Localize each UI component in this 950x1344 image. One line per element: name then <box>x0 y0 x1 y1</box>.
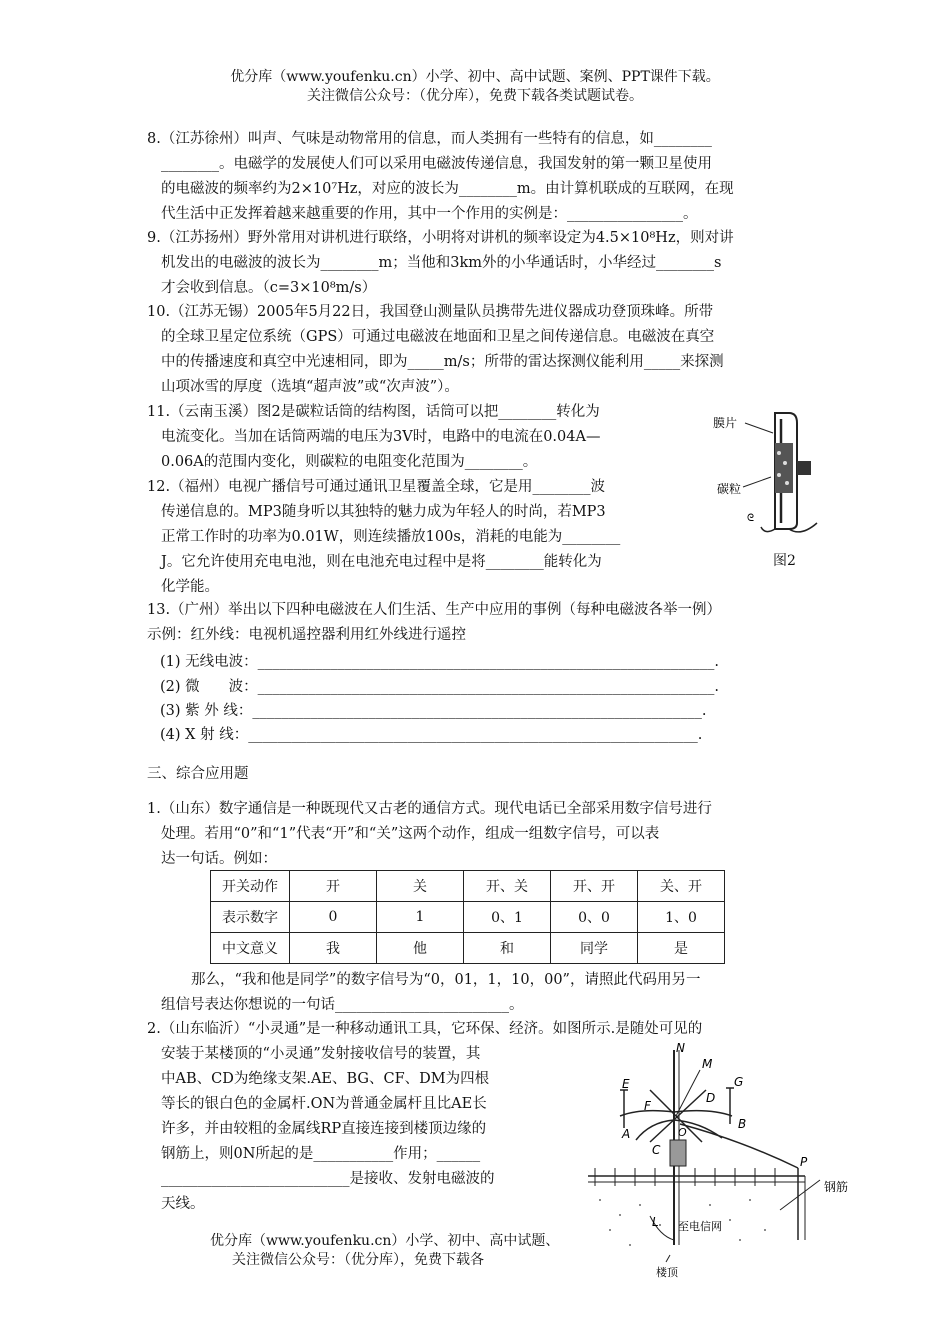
header-line-2: 关注微信公众号：（优分库），免费下载各类试题试卷。 <box>307 88 643 104</box>
p2-line-3: 中AB、CD为绝缘支架.AE、BG、CF、DM为四根 <box>161 1071 490 1087</box>
question-12 <box>147 475 707 600</box>
table-cell: 1、0 <box>638 902 725 933</box>
problem-1-continued <box>147 968 807 1018</box>
signal-code-table <box>210 870 725 964</box>
fig2-caption: 图2 <box>773 553 796 569</box>
table-cell: 中文意义 <box>211 933 290 964</box>
table-cell: 开、开 <box>551 871 638 902</box>
table-cell: 他 <box>377 933 464 964</box>
question-8 <box>147 127 807 227</box>
carbon-microphone-figure <box>705 405 825 540</box>
rebar-label: 钢筋 <box>824 1180 849 1194</box>
antenna-label: A <box>622 1127 631 1141</box>
p1-line-4: 那么，“我和他是同学”的数字信号为“0，01，1，10，00”，请照此代码用另一 <box>191 972 701 988</box>
q10-line-3: 中的传播速度和真空中光速相同，即为_____m/s；所带的雷达探测仪能利用_____来探测 <box>161 354 724 370</box>
table-cell: 1 <box>377 902 464 933</box>
table-cell: 关、开 <box>638 871 725 902</box>
q10-line-4: 山项冰雪的厚度（选填“超声波”或“次声波”）。 <box>161 379 459 395</box>
table-cell: 和 <box>464 933 551 964</box>
table-cell: 0 <box>290 902 377 933</box>
header-line-1: 优分库（www.youfenku.cn）小学、初中、高中试题、案例、PPT课件下载。 <box>230 69 720 85</box>
table-row <box>211 902 725 933</box>
q13-line-1: 13.（广州）举出以下四种电磁波在人们生活、生产中应用的事例（每种电磁波各举一例） <box>147 602 722 618</box>
table-row <box>211 933 725 964</box>
table-cell: 0、1 <box>464 902 551 933</box>
antenna-label: E <box>622 1077 630 1091</box>
q8-line-1: 8.（江苏徐州）叫声、气味是动物常用的信息，而人类拥有一些特有的信息，如________ <box>147 131 712 147</box>
antenna-label: B <box>738 1117 747 1131</box>
antenna-figure <box>580 1040 870 1280</box>
problem-1 <box>147 797 807 872</box>
q10-line-2: 的全球卫星定位系统（GPS）可通过电磁波在地面和卫星之间传递信息。电磁波在真空 <box>161 329 715 345</box>
q13-item-1: (1) 无线电波：_______________________________________________________________. <box>160 654 720 670</box>
antenna-label: G <box>734 1075 744 1089</box>
table-cell: 同学 <box>551 933 638 964</box>
roof-label: 楼顶 <box>656 1266 678 1279</box>
q11-line-2: 电流变化。当加在话筒两端的电压为3V时，电路中的电流在0.04A— <box>161 429 601 445</box>
table-cell: 开、关 <box>464 871 551 902</box>
table-row <box>211 871 725 902</box>
question-11 <box>147 400 707 475</box>
antenna-label: O <box>678 1126 687 1139</box>
footer-line-2: 关注微信公众号：（优分库），免费下载各 <box>232 1252 484 1268</box>
q12-line-1: 12.（福州）电视广播信号可通过通讯卫星覆盖全球，它是用________波 <box>147 479 606 495</box>
q13-item-3: (3) 紫 外 线：______________________________________________________________. <box>160 703 707 719</box>
p2-line-6: 钢筋上，则0N所起的是___________作用；______ <box>161 1146 481 1162</box>
q13-item-2: (2) 微 波：_______________________________________________________________. <box>160 679 720 695</box>
q11-line-3: 0.06A的范围内变化，则碳粒的电阻变化范围为________。 <box>161 454 538 470</box>
table-cell: 表示数字 <box>211 902 290 933</box>
q12-line-5: 化学能。 <box>161 579 219 595</box>
p2-line-7: __________________________是接收、发射电磁波的 <box>161 1171 495 1187</box>
q10-line-1: 10.（江苏无锡）2005年5月22日，我国登山测量队员携带先进仪器成功登顶珠峰。所带 <box>147 304 714 320</box>
p1-line-2: 处理。若用“0”和“1”代表“开”和“关”这两个动作，组成一组数字信号，可以表 <box>161 826 660 842</box>
table-cell: 是 <box>638 933 725 964</box>
q8-line-3: 的电磁波的频率约为2×10⁷Hz，对应的波长为________m。由计算机联成的互联网，在现 <box>161 181 734 197</box>
p1-line-3: 达一句话。例如： <box>161 851 277 867</box>
table-cell: 开 <box>290 871 377 902</box>
footer-line-1: 优分库（www.youfenku.cn）小学、初中、高中试题、 <box>210 1233 560 1249</box>
table-cell: 0、0 <box>551 902 638 933</box>
p1-line-5: 组信号表达你想说的一句话________________________。 <box>161 997 524 1013</box>
antenna-label: N <box>676 1041 685 1055</box>
p2-line-1: 2.（山东临沂）“小灵通”是一种移动通讯工具，它环保、经济。如图所示.是随处可见的 <box>147 1021 703 1037</box>
q12-line-2: 传递信息的。MP3随身听以其独特的魅力成为年轻人的时尚，若MP3 <box>161 504 606 520</box>
svg-text:ᘓ: ᘓ <box>747 513 755 524</box>
q8-line-2: ________。电磁学的发展使人们可以采用电磁波传递信息，我国发射的第一颗卫星使用 <box>161 156 712 172</box>
q12-line-4: J。它允许使用充电电池，则在电池充电过程中是将________能转化为 <box>161 554 602 570</box>
q13-line-2: 示例：红外线：电视机遥控器利用红外线进行遥控 <box>147 627 466 643</box>
antenna-label: L <box>652 1215 659 1229</box>
table-cell: 关 <box>377 871 464 902</box>
p2-line-5: 许多，并由较粗的金属线RP直接连接到楼顶边缘的 <box>161 1121 487 1137</box>
q13-item-4: (4) X 射 线：______________________________________________________________. <box>160 727 703 743</box>
fig2-label-carbon: 碳粒 <box>717 482 742 496</box>
p2-line-4: 等长的银白色的金属杆.ON为普通金属杆且比AE长 <box>161 1096 487 1112</box>
antenna-label: M <box>702 1057 713 1071</box>
p1-line-1: 1.（山东）数字通信是一种既现代又古老的通信方式。现代电话已全部采用数字信号进行 <box>147 801 712 817</box>
antenna-label: F <box>644 1099 651 1113</box>
q11-line-1: 11.（云南玉溪）图2是碳粒话筒的结构图，话筒可以把________转化为 <box>147 404 600 420</box>
q9-line-2: 机发出的电磁波的波长为________m；当他和3km外的小华通话时，小华经过________s <box>161 255 722 271</box>
table-cell: 开关动作 <box>211 871 290 902</box>
fig2-label-film: 膜片 <box>713 416 738 430</box>
p2-line-2: 安装于某楼顶的“小灵通”发射接收信号的装置，其 <box>161 1046 481 1062</box>
q9-line-1: 9.（江苏扬州）野外常用对讲机进行联络，小明将对讲机的频率设定为4.5×10⁸Hz，则对讲 <box>147 230 734 246</box>
table-cell: 我 <box>290 933 377 964</box>
question-10 <box>147 300 807 400</box>
q8-line-4: 代生活中正发挥着越来越重要的作用，其中一个作用的实例是：________________。 <box>161 206 698 222</box>
antenna-label: C <box>652 1143 661 1157</box>
section-title: 三、综合应用题 <box>147 766 249 782</box>
to-network-label: 至电信网 <box>678 1220 722 1233</box>
antenna-label: P <box>800 1155 808 1169</box>
p2-line-8: 天线。 <box>161 1196 205 1212</box>
question-9 <box>147 226 807 301</box>
q9-line-3: 才会收到信息。（c=3×10⁸m/s） <box>161 280 377 296</box>
q12-line-3: 正常工作时的功率为0.01W，则连续播放100s，消耗的电能为________ <box>161 529 621 545</box>
antenna-label: D <box>706 1091 716 1105</box>
question-13 <box>147 598 807 648</box>
